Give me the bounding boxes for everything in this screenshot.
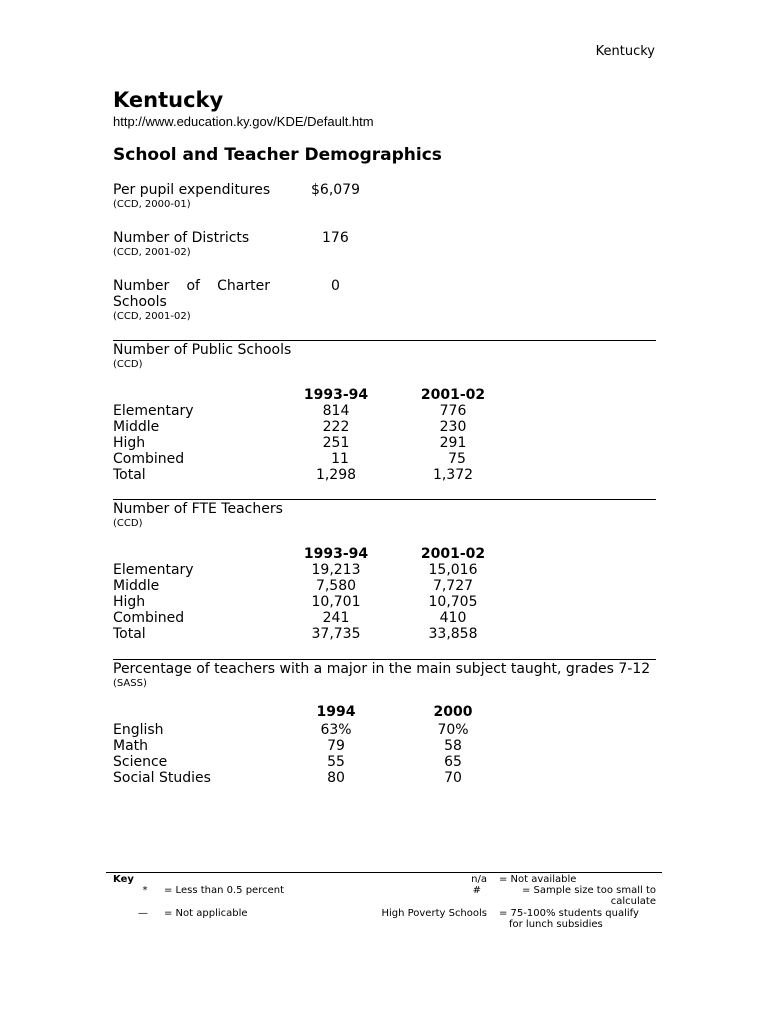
fte-teachers-table <box>113 562 478 642</box>
table-row <box>113 594 478 610</box>
cell-2001: 230 <box>439 419 467 435</box>
cell-1993: 19,213 <box>311 562 361 578</box>
key-symbol: High Poverty Schools <box>381 908 487 919</box>
row-label: Math <box>113 738 149 754</box>
districts-source: (CCD, 2001-02) <box>113 247 191 258</box>
cell-2001: 15,016 <box>428 562 478 578</box>
row-label: Middle <box>113 419 160 435</box>
cell-2000: 58 <box>444 738 462 754</box>
section-divider <box>113 340 656 341</box>
row-label: Combined <box>113 451 185 467</box>
per-pupil-value: $6,079 <box>311 182 360 198</box>
charter-source: (CCD, 2001-02) <box>113 311 191 322</box>
row-label: Middle <box>113 578 160 594</box>
cell-1993: 10,701 <box>311 594 361 610</box>
cell-2000: 70 <box>444 770 462 786</box>
cell-1993: 251 <box>322 435 350 451</box>
major-pct-col-1: 1994 <box>316 704 356 720</box>
fte-teachers-source: (CCD) <box>113 518 143 529</box>
row-label: High <box>113 435 146 451</box>
cell-2001: 291 <box>439 435 467 451</box>
cell-1993: 814 <box>322 403 350 419</box>
cell-1993: 11 <box>331 451 349 467</box>
cell-1993: 241 <box>322 610 350 626</box>
cell-2001: 75 <box>448 451 466 467</box>
key-text: = 75-100% students qualify <box>499 908 639 919</box>
per-pupil-label: Per pupil expenditures <box>113 182 271 198</box>
table-row <box>113 403 467 419</box>
charter-value: 0 <box>331 278 340 294</box>
major-pct-col-2: 2000 <box>433 704 473 720</box>
table-row <box>113 626 478 642</box>
major-pct-title: Percentage of teachers with a major in the main subject taught, grades 7-12 <box>113 661 651 677</box>
key-text: = Not available <box>499 874 577 885</box>
table-row <box>113 754 462 770</box>
cell-2000: 70% <box>437 722 469 738</box>
table-row <box>113 435 467 451</box>
row-label: Total <box>113 626 146 642</box>
key-symbol: n/a <box>471 874 487 885</box>
fte-teachers-col-1: 1993-94 <box>303 546 369 562</box>
cell-1994: 55 <box>327 754 345 770</box>
table-row <box>113 738 462 754</box>
table-row <box>113 451 466 467</box>
table-row <box>113 610 467 626</box>
running-header: Kentucky <box>595 44 655 59</box>
state-url-link[interactable]: http://www.education.ky.gov/KDE/Default.htm <box>113 114 374 129</box>
key-text-cont: for lunch subsidies <box>509 919 603 930</box>
key-symbol: — <box>138 908 148 919</box>
key-text: = Less than 0.5 percent <box>164 885 284 896</box>
table-row <box>113 722 469 738</box>
charter-label-word: of <box>186 278 200 294</box>
page-title: Kentucky <box>113 88 224 112</box>
fte-teachers-title: Number of FTE Teachers <box>113 501 283 517</box>
row-label: High <box>113 594 146 610</box>
table-row <box>113 467 474 483</box>
cell-2001: 33,858 <box>428 626 478 642</box>
cell-2001: 1,372 <box>432 467 474 483</box>
districts-label: Number of Districts <box>113 230 250 246</box>
key-text-cont: calculate <box>610 896 656 907</box>
public-schools-table <box>113 403 474 483</box>
cell-1993: 222 <box>322 419 350 435</box>
row-label: Combined <box>113 610 185 626</box>
row-label: English <box>113 722 164 738</box>
row-label: Social Studies <box>113 770 211 786</box>
cell-1993: 7,580 <box>315 578 357 594</box>
row-label: Total <box>113 467 146 483</box>
key-symbol: # <box>472 885 481 896</box>
cell-2001: 776 <box>439 403 467 419</box>
key-divider <box>106 872 662 873</box>
key-symbol: * <box>142 885 148 896</box>
major-pct-source: (SASS) <box>113 678 147 689</box>
cell-2001: 10,705 <box>428 594 478 610</box>
key-title: Key <box>113 874 134 885</box>
table-row <box>113 419 467 435</box>
charter-label-line2: Schools <box>113 294 167 310</box>
per-pupil-source: (CCD, 2000-01) <box>113 199 191 210</box>
charter-label-word: Number <box>113 278 170 294</box>
section-title: School and Teacher Demographics <box>113 145 442 165</box>
section-divider <box>113 659 656 660</box>
public-schools-col-1: 1993-94 <box>303 387 369 403</box>
cell-1993: 1,298 <box>315 467 357 483</box>
cell-2001: 7,727 <box>432 578 474 594</box>
key-text: = Sample size too small to <box>522 885 656 896</box>
cell-1994: 63% <box>320 722 352 738</box>
table-row <box>113 562 478 578</box>
row-label: Elementary <box>113 562 194 578</box>
cell-2001: 410 <box>439 610 467 626</box>
public-schools-title: Number of Public Schools <box>113 342 292 358</box>
public-schools-source: (CCD) <box>113 359 143 370</box>
charter-label-word: Charter <box>217 278 270 294</box>
cell-1994: 80 <box>327 770 345 786</box>
table-row <box>113 578 474 594</box>
public-schools-col-2: 2001-02 <box>420 387 486 403</box>
row-label: Elementary <box>113 403 194 419</box>
key-text: = Not applicable <box>164 908 248 919</box>
major-pct-table <box>113 722 469 786</box>
table-row <box>113 770 462 786</box>
section-divider <box>113 499 656 500</box>
row-label: Science <box>113 754 168 770</box>
charter-label-line1 <box>113 278 270 294</box>
cell-1993: 37,735 <box>311 626 361 642</box>
cell-2000: 65 <box>444 754 462 770</box>
fte-teachers-col-2: 2001-02 <box>420 546 486 562</box>
cell-1994: 79 <box>327 738 345 754</box>
districts-value: 176 <box>322 230 349 246</box>
